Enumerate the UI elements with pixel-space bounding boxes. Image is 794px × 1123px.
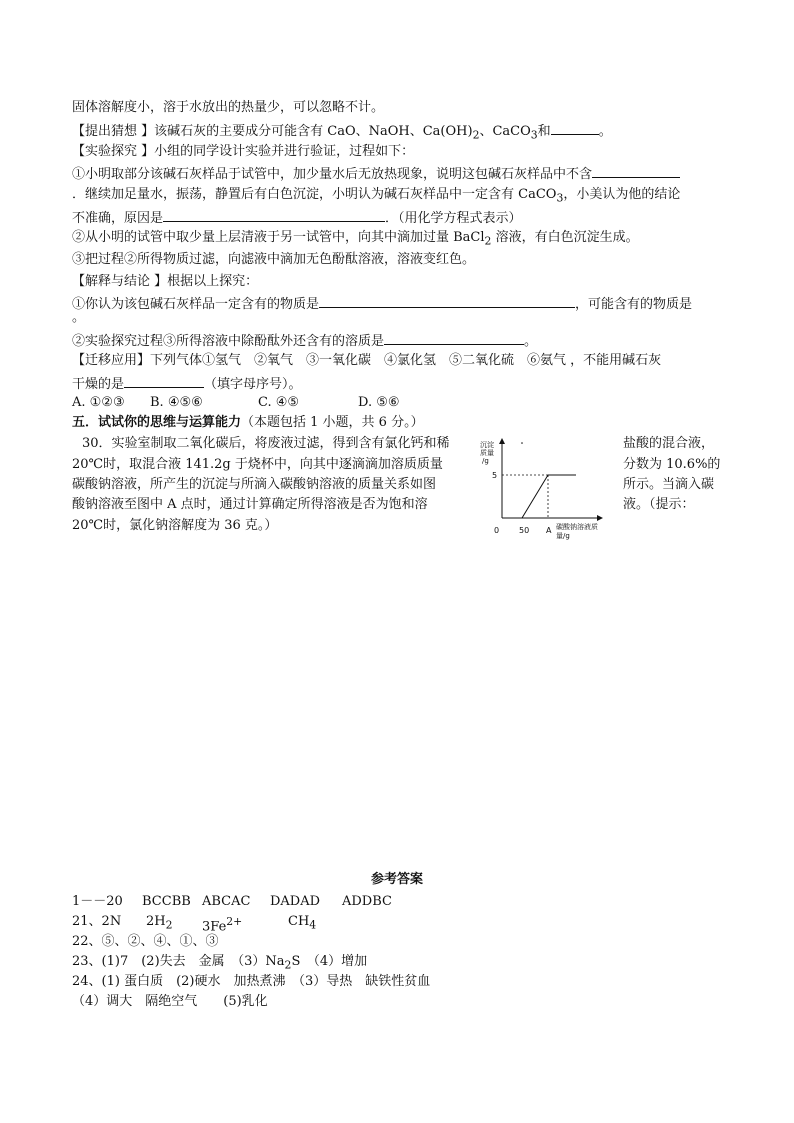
answer-blank[interactable]	[163, 208, 385, 222]
text: ①小明取部分该碱石灰样品于试管中，加少量水后无放热现象，说明这包碱石灰样品中不含	[72, 167, 593, 182]
dot-mark	[521, 442, 523, 444]
text: 【解释与结论 】根据以上探究：	[72, 274, 259, 289]
section-note: （本题包括 1 小题，共 6 分。）	[241, 415, 424, 430]
section-heading	[72, 414, 424, 432]
answer-line: 21、2N	[72, 914, 122, 929]
section-title: 五．试试你的思维与运算能力	[72, 415, 242, 430]
y-tick-label: 5	[492, 471, 498, 480]
text: 【实验探究 】小组的同学设计实验并进行验证，过程如下：	[72, 144, 415, 159]
text: ②从小明的试管中取少量上层清液于另一试管中，向其中滴加过量 BaCl	[72, 230, 485, 245]
superscript: 2+	[226, 915, 243, 928]
answer-line: 22、⑤、②、④、①、③	[72, 934, 219, 949]
subscript: 3	[530, 128, 538, 142]
text: 。	[598, 124, 612, 139]
answer-item	[288, 913, 316, 935]
answer-blank[interactable]	[319, 294, 575, 308]
text: ①你认为该包碱石灰样品一定含有的物质是	[72, 297, 320, 312]
subscript: 3	[556, 191, 564, 205]
answer-line: 24、(1) 蛋白质 (2)硬水 加热煮沸 （3）导热 缺铁性贫血	[72, 974, 431, 989]
hypothesis-line	[72, 121, 612, 145]
question-30-line: 分数为 10.6%的	[623, 457, 721, 472]
answer-group: ADDBC	[342, 894, 392, 909]
text: 溶液，有白色沉淀生成。	[491, 230, 639, 245]
text-line	[72, 164, 680, 184]
text-line	[72, 352, 661, 370]
answer-item	[146, 913, 173, 935]
text-line	[72, 186, 680, 208]
text: ③把过程②所得物质过滤，向滤液中滴加无色酚酞溶液，溶液变红色。	[72, 252, 476, 267]
text-line	[72, 143, 414, 161]
answer-blank[interactable]	[551, 121, 599, 135]
text: 、CaCO	[479, 124, 531, 139]
y-axis-label-2: 质量	[480, 449, 494, 457]
answer-group: BCCBB	[142, 894, 191, 909]
text: 。	[524, 334, 538, 349]
text-line	[72, 251, 475, 269]
question-30-line: 液。（提示：	[623, 497, 695, 512]
x-tick-label: 0	[494, 526, 500, 535]
subscript: 2	[165, 918, 173, 932]
option-b: B. ④⑤⑥	[150, 395, 203, 410]
text: ．继续加足量水，振荡，静置后有白色沉淀，小明认为碱石灰样品中一定含有 CaCO	[72, 187, 557, 202]
text: S （4）增加	[291, 954, 368, 969]
x-tick-label: 50	[519, 526, 530, 535]
text: 【迁移应用】下列气体①氢气 ②氧气 ③一氧化碳 ④氯化氢 ⑤二氧化硫 ⑥氨气 ，不能用碱石灰	[72, 353, 662, 368]
text: 和	[537, 124, 551, 139]
question-30-line: 碳酸钠溶液，所产生的沉淀与所滴入碳酸钠溶液的质量关系如图	[72, 477, 437, 492]
option-d: D. ⑤⑥	[358, 395, 400, 410]
text: 固体溶解度小，溶于水放出的热量少，可以忽略不计。	[72, 100, 385, 115]
x-tick-label: A	[546, 526, 552, 535]
subscript: 2	[284, 958, 292, 972]
answer-group: DADAD	[270, 894, 321, 909]
question-30-line: 30．实验室制取二氧化碳后，将废液过滤，得到含有氯化钙和稀	[82, 436, 450, 451]
question-30-line: 酸钠溶液至图中 A 点时，通过计算确定所得溶液是否为饱和溶	[72, 497, 428, 512]
y-axis-label-3: /g	[482, 457, 489, 465]
x-axis-label-2: 量/g	[556, 532, 570, 540]
answer-line	[72, 953, 367, 975]
text: 23、(1)7 (2)失去 金属 （3）Na	[72, 954, 285, 969]
text: 不准确，原因是	[72, 211, 164, 226]
text-line	[72, 208, 522, 228]
text: 【提出猜想 】该碱石灰的主要成分可能含有 CaO、NaOH、Ca(OH)	[72, 124, 473, 139]
text: 。	[72, 310, 86, 325]
text: ，可能含有的物质是	[575, 297, 693, 312]
answer-blank[interactable]	[384, 331, 524, 345]
question-30-line: 盐酸的混合液，	[623, 436, 715, 451]
subscript: 4	[309, 918, 317, 932]
precipitate-series-line	[502, 475, 576, 518]
answer-blank[interactable]	[124, 374, 204, 388]
question-30-line: 所示。当滴入碳	[623, 477, 715, 492]
text-line	[72, 374, 302, 394]
answer-line: 1－－20	[72, 894, 123, 909]
text: ②实验探究过程③所得溶液中除酚酞外还含有的溶质是	[72, 334, 385, 349]
precipitate-chart	[478, 435, 618, 543]
text-line	[72, 229, 639, 251]
option-c: C. ④⑤	[258, 395, 300, 410]
text-line	[72, 309, 85, 327]
x-axis-label-1: 碳酸钠溶液质	[556, 523, 598, 531]
text: ，小美认为他的结论	[563, 187, 681, 202]
answers-title	[0, 871, 794, 889]
question-30-line: 20℃时，取混合液 141.2g 于烧杯中，向其中逐滴滴加溶质质量	[72, 457, 443, 472]
text: ．（用化学方程式表示）	[385, 211, 522, 226]
answer-blank[interactable]	[592, 164, 680, 178]
y-axis-label-1: 沉淀	[480, 441, 494, 449]
option-a: A. ①②③	[72, 395, 125, 410]
text-line	[72, 294, 692, 314]
text-line	[72, 331, 537, 351]
text-line	[72, 273, 258, 291]
text: 3Fe	[202, 919, 227, 935]
question-30-line: 20℃时，氯化钠溶解度为 36 克。）	[72, 518, 278, 533]
subscript: 2	[472, 128, 480, 142]
text: 干燥的是	[72, 377, 125, 392]
answer-line: （4）调大 隔绝空气 (5)乳化	[72, 994, 268, 1009]
text: CH	[288, 914, 310, 929]
answer-group: ABCAC	[202, 894, 251, 909]
text-line	[72, 99, 384, 117]
text: （填字母序号）。	[204, 377, 302, 392]
text: 2H	[146, 914, 166, 929]
subscript: 2	[484, 234, 492, 248]
answers-title-text: 参考答案	[370, 872, 423, 887]
